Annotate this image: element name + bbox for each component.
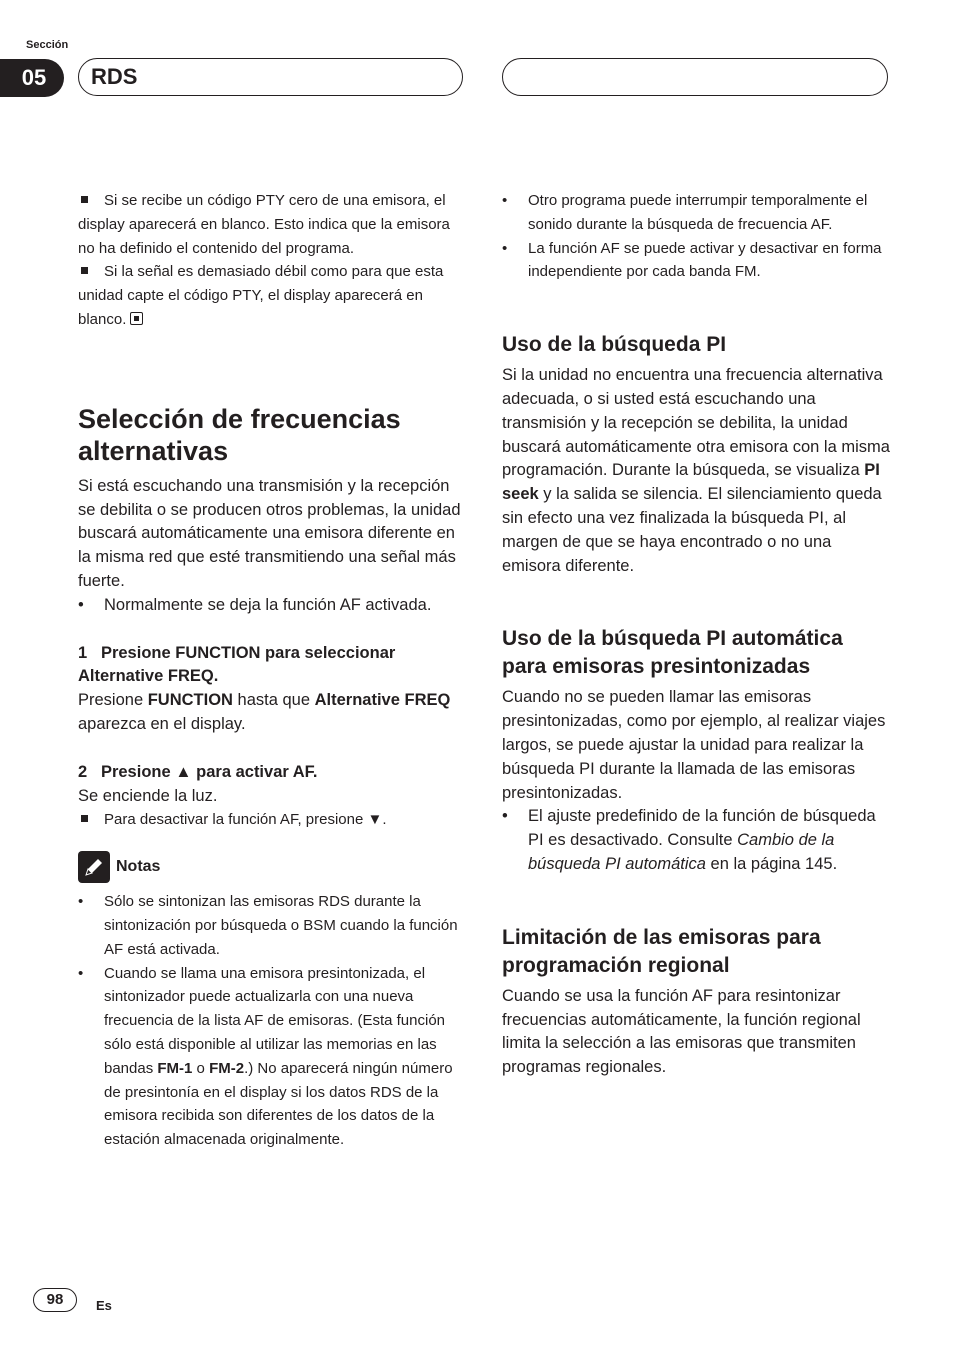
page-number: 98 (33, 1288, 77, 1312)
step-2-text: Se enciende la luz. (78, 786, 218, 805)
bullet-icon: • (502, 807, 508, 826)
language-code: Es (96, 1298, 112, 1313)
list-item: • Otro programa puede interrumpir temporalmente el sonido durante la búsqueda de frecuencia AF. (502, 189, 890, 237)
notes-title: Notas (116, 858, 161, 876)
step-1-text: Presione FUNCTION hasta que Alternative FREQ aparezca en el display. (78, 691, 451, 733)
section-label: Sección (26, 39, 69, 51)
intro-paragraph: Si está escuchando una transmisión y la recepción se debilita o se producen otros problemas, la unidad buscará automáticamente una emisora diferente en la misma red que esté transmitiendo una señal más fuerte. (78, 476, 461, 590)
bullet-icon: • (502, 192, 508, 209)
bullet-icon: • (502, 239, 508, 257)
section-heading: Selección de frecuencias alternativas (78, 403, 401, 466)
right-column (502, 189, 890, 1080)
regional-paragraph: Cuando se usa la función AF para resintonizar frecuencias automáticamente, la función regional limita la selección a las emisoras que transmiten programas regionales. (502, 986, 861, 1077)
note-item: • Sólo se sintonizan las emisoras RDS durante la sintonización por búsqueda o BSM cuando la función AF está activada. (78, 890, 466, 961)
list-item: • El ajuste predefinido de la función de búsqueda PI es desactivado. Consulte Cambio de la búsqueda PI automática en la página 145. (502, 805, 890, 876)
regional-heading: Limitación de las emisoras para programación regional (502, 925, 821, 977)
pi-heading: Uso de la búsqueda PI (502, 333, 727, 357)
auto-pi-paragraph: Cuando no se pueden llamar las emisoras presintonizadas, como por ejemplo, al realizar viajes largos, se puede ajustar la unidad para realizar la búsqueda PI durante la llamada de las emisoras presintonizadas. (502, 688, 886, 802)
intro-item-1: Si se recibe un código PTY cero de una emisora, el display aparecerá en blanco. Esto indica que la emisora no ha definido el contenido del programa. (78, 192, 450, 257)
step-2-title: 2 Presione ▲ para activar AF. (78, 762, 318, 781)
section-number-tab: 05 (0, 59, 64, 97)
square-bullet-icon (81, 815, 88, 822)
list-item: • Normalmente se deja la función AF activada. (78, 594, 466, 618)
step-1-title: 1 Presione FUNCTION para seleccionar Alternative FREQ. (78, 643, 396, 686)
auto-pi-heading: Uso de la búsqueda PI automática para emisoras presintonizadas (502, 627, 843, 679)
header-right-box (502, 58, 888, 96)
bullet-icon: • (78, 893, 84, 911)
note-item: • Cuando se llama una emisora presintonizada, el sintonizador puede actualizarla con una nueva frecuencia de la lista AF de emisoras. (Esta función sólo está disponible al utilizar las memorias en las bandas FM-1 o FM-2.) No aparecerá ningún número de presintonía en el display si los datos RDS de la emisora recibida son diferentes de los datos de la estación almacenada originalmente. (78, 962, 466, 1152)
bullet-icon: • (78, 595, 84, 614)
chapter-title: RDS (78, 58, 463, 96)
pencil-icon (78, 851, 110, 883)
pi-paragraph: Si la unidad no encuentra una frecuencia alternativa adecuada, o si usted está escuchando una transmisión y la recepción se debilita, la unidad buscará automáticamente otra emisora con la misma programación. Durante la búsqueda, se visualiza PI seek y la salida se silencia. El silenciamiento queda sin efecto una vez finalizada la búsqueda PI, al margen de que se haya encontrado o no una emisora diferente. (502, 366, 890, 575)
square-bullet-icon (81, 267, 88, 274)
end-mark-icon (130, 312, 143, 325)
intro-item-2: Si la señal es demasiado débil como para que esta unidad capte el código PTY, el display aparecerá en blanco. (78, 263, 444, 328)
square-bullet-icon (81, 196, 88, 203)
left-column (78, 189, 466, 1152)
step-2-sub-item: Para desactivar la función AF, presione ▼. (78, 808, 466, 832)
list-item: • La función AF se puede activar y desactivar en forma independiente por cada banda FM. (502, 237, 890, 285)
notes-header (78, 851, 466, 883)
bullet-icon: • (78, 964, 84, 982)
